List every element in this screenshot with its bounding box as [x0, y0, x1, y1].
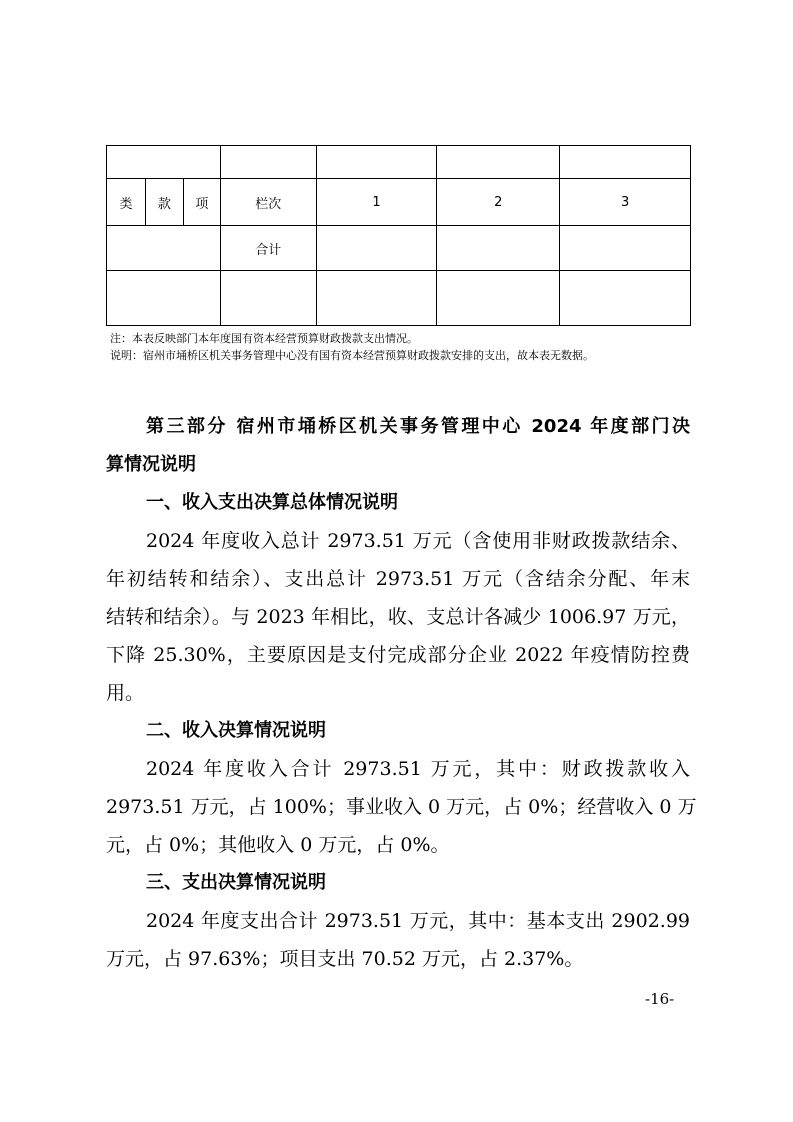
paragraph-line: 用。: [106, 682, 145, 704]
paragraph-line: 下降 25.30%，主要原因是支付完成部分企业 2022 年疫情防控费: [106, 644, 690, 666]
heading-1: 一、收入支出决算总体情况说明: [146, 492, 398, 513]
paragraph-line: 万元，占 97.63%；项目支出 70.52 万元，占 2.37%。: [106, 948, 584, 970]
paragraph-line: 2024 年度收入总计 2973.51 万元（含使用非财政拨款结余、: [146, 530, 690, 552]
heading-2: 二、收入决算情况说明: [146, 720, 326, 741]
paragraph-line: 年初结转和结余）、支出总计 2973.51 万元（含结余分配、年末: [106, 568, 690, 590]
col-lanci: 栏次: [220, 179, 316, 226]
state-capital-budget-table: [106, 145, 691, 326]
section-title: 第三部分 宿州市埇桥区机关事务管理中心 2024 年度部门决: [146, 416, 690, 437]
col-kuan: 款: [145, 179, 183, 226]
col-lei: 类: [107, 179, 146, 226]
paragraph-line: 2973.51 万元，占 100%；事业收入 0 万元，占 0%；经营收入 0 万: [106, 796, 697, 818]
document-body: [106, 408, 697, 978]
total-label: 合计: [220, 226, 316, 271]
note: 注：本表反映部门本年度国有资本经营预算财政拨款支出情况。: [110, 332, 418, 345]
paragraph-line: 2024 年度支出合计 2973.51 万元，其中：基本支出 2902.99: [146, 910, 690, 932]
total-row: [107, 226, 691, 271]
page-number: -16-: [645, 990, 675, 1008]
explanation: 说明：宿州市埇桥区机关事务管理中心没有国有资本经营预算财政拨款安排的支出，故本表无数据。: [110, 349, 594, 362]
heading-3: 三、支出决算情况说明: [146, 872, 326, 893]
col-3: 3: [560, 179, 691, 226]
paragraph-line: 元，占 0%；其他收入 0 万元，占 0%。: [106, 834, 450, 856]
table-notes: [110, 330, 594, 364]
col-2: 2: [437, 179, 560, 226]
paragraph-line: 2024 年度收入合计 2973.51 万元，其中：财政拨款收入: [146, 758, 690, 780]
col-1: 1: [316, 179, 437, 226]
paragraph-line: 结转和结余）。与 2023 年相比，收、支总计各减少 1006.97 万元，: [106, 606, 690, 628]
col-xiang: 项: [183, 179, 220, 226]
section-title-cont: 算情况说明: [106, 454, 196, 475]
header-row: [107, 179, 691, 226]
